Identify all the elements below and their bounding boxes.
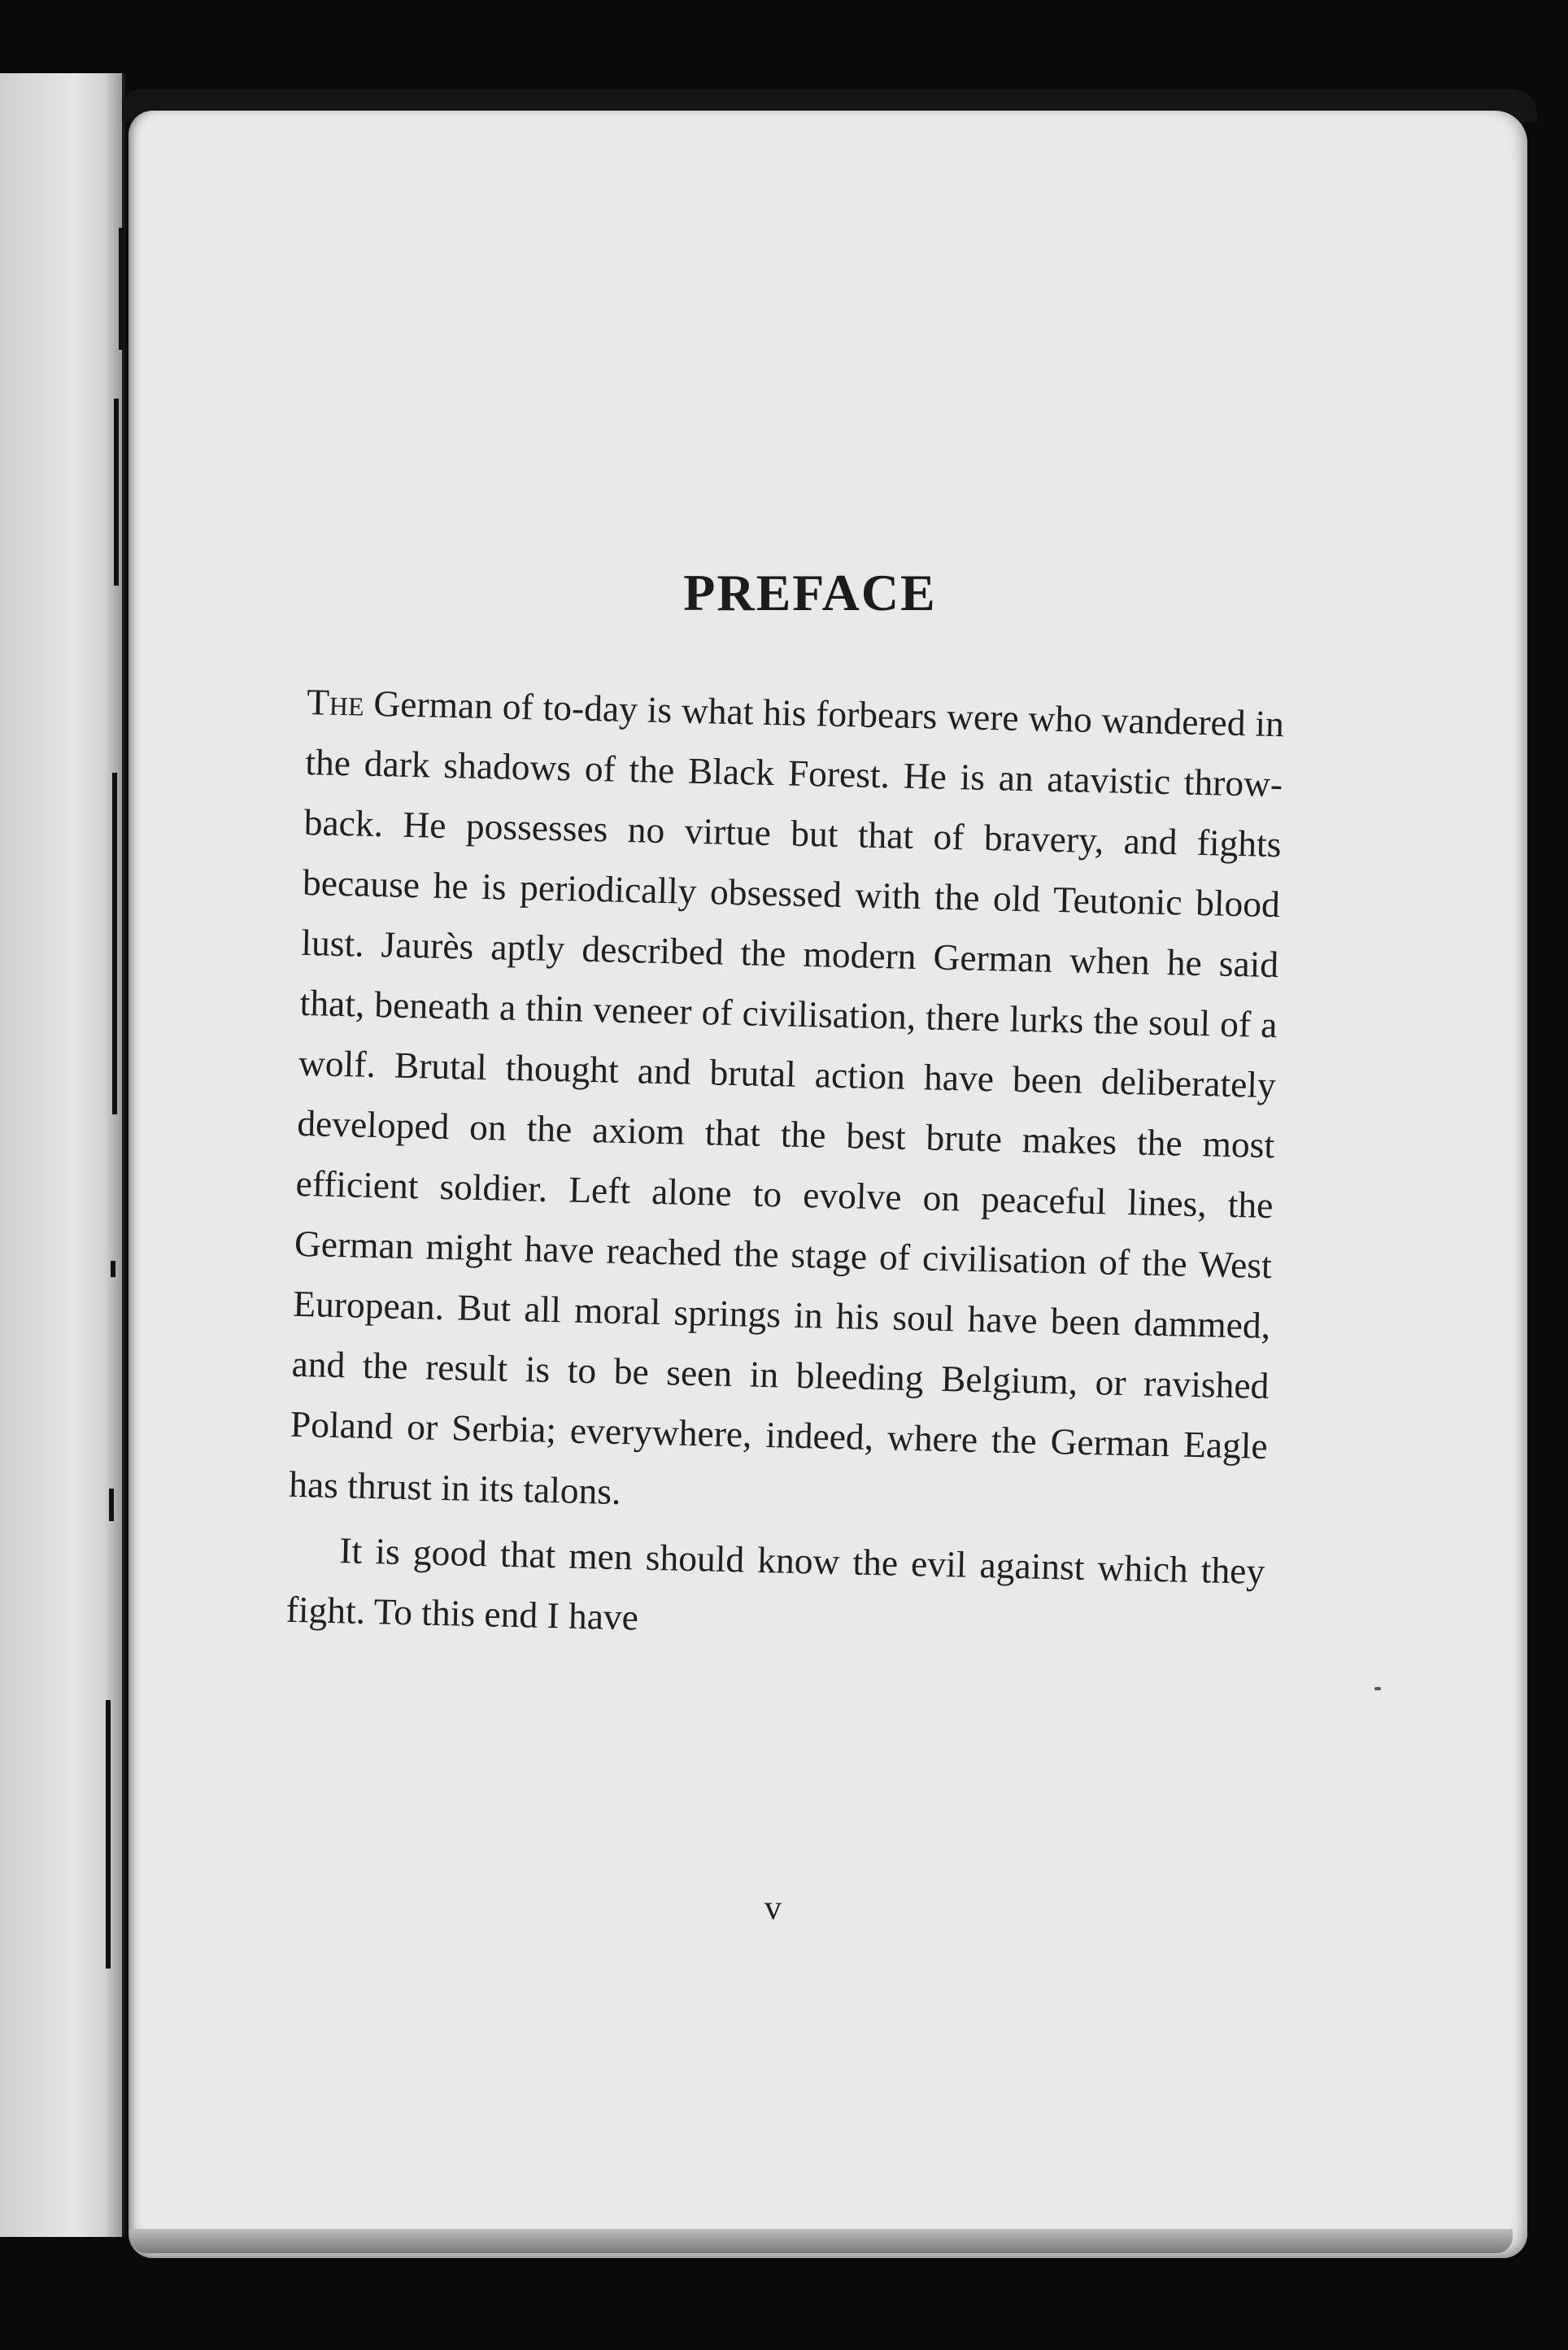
body-text bbox=[285, 672, 1285, 1662]
page-number: v bbox=[764, 1890, 782, 1927]
binding-mark bbox=[106, 1700, 111, 1969]
previous-page-edge bbox=[0, 73, 125, 2237]
paragraph bbox=[288, 672, 1284, 1537]
binding-mark bbox=[111, 1261, 115, 1277]
page-bottom-edge bbox=[130, 2229, 1513, 2253]
page-title: PREFACE bbox=[683, 564, 937, 621]
binding-mark bbox=[114, 399, 119, 586]
binding-mark bbox=[119, 228, 124, 350]
paragraph-text: German of to-day is what his forbears were who wandered in the dark shadows of the Black Forest. He is an atavistic throw-back. He possesses no virtue but that of bravery, and fights because he is periodically obsessed with the old Teutonic blood lust. Jaurès aptly described the modern German when he said that, beneath a thin veneer of civilisation, there lurks the soul of a wolf. Brutal thought and brutal action have been deliberately developed on the axiom that the best brute makes the most efficient soldier. Left alone to evolve on peaceful lines, the German might have reached the stage of civilisation of the West European. But all moral springs in his soul have been dammed, and the result is to be seen in bleeding Belgium, or ravished Poland or Serbia; everywhere, indeed, where the German Eagle has thrust in its talons. bbox=[288, 682, 1285, 1512]
paper-speck bbox=[1374, 1687, 1381, 1690]
lead-word: The bbox=[306, 680, 365, 724]
paragraph: It is good that men should know the evil against which they fight. To this end I have bbox=[285, 1529, 1265, 1638]
binding-mark bbox=[112, 773, 117, 1114]
binding-mark bbox=[109, 1489, 114, 1521]
